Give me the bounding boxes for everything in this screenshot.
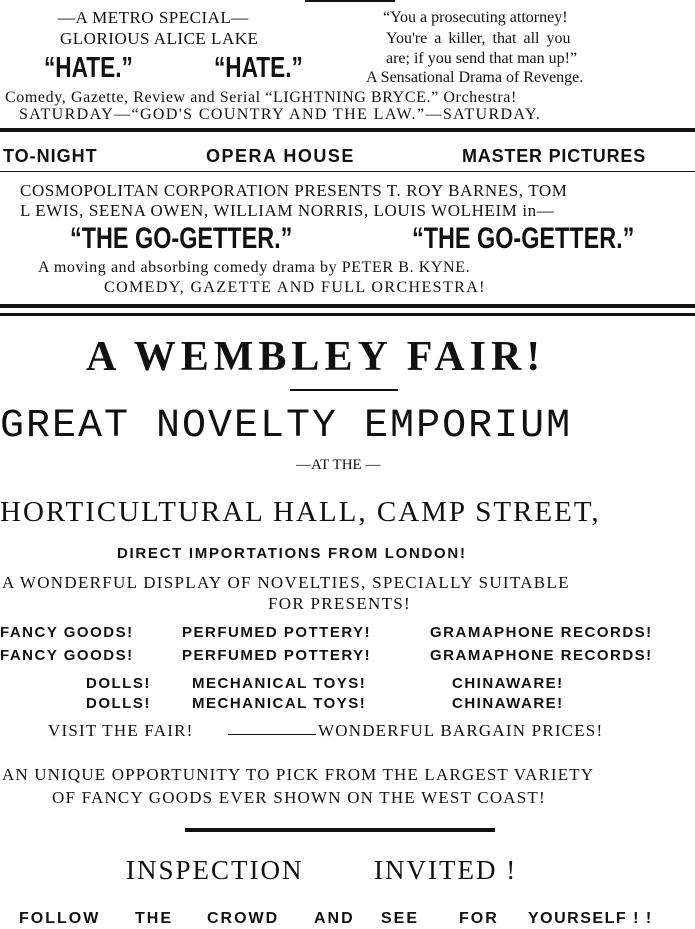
star-name: GLORIOUS ALICE LAKE <box>60 29 259 48</box>
unique-line-2: OF FANCY GOODS EVER SHOWN ON THE WEST COAST! <box>52 788 546 807</box>
cast-line-2: L EWIS, SEENA OWEN, WILLIAM NORRIS, LOUIS WOLHEIM in— <box>20 201 555 220</box>
toys-row-1-item-1: DOLLS! <box>86 675 151 692</box>
follow-word-4: AND <box>314 910 355 927</box>
visit-label: VISIT THE FAIR! <box>48 721 194 740</box>
goods-row-1-item-2: PERFUMED POTTERY! <box>182 624 372 641</box>
toys-row-1-item-2: MECHANICAL TOYS! <box>192 675 367 692</box>
quote-line-3: are; if you send that man up!” <box>386 50 578 67</box>
goods-row-2-item-2: PERFUMED POTTERY! <box>182 647 372 664</box>
tonight-label: TO-NIGHT <box>3 146 98 166</box>
imports-line: DIRECT IMPORTATIONS FROM LONDON! <box>117 545 467 562</box>
bargain-label: WONDERFUL BARGAIN PRICES! <box>318 721 604 740</box>
emporium-heading: GREAT NOVELTY EMPORIUM <box>0 404 573 449</box>
thin-divider <box>0 171 695 172</box>
cast-line-1: COSMOPOLITAN CORPORATION PRESENTS T. ROY BARNES, TOM <box>20 181 568 200</box>
goods-row-2-item-3: GRAMAPHONE RECORDS! <box>430 647 653 664</box>
saturday-line: SATURDAY—“GOD'S COUNTRY AND THE LAW.”—SATURDAY. <box>19 106 542 123</box>
program-line: Comedy, Gazette, Review and Serial “LIGHTNING BRYCE.” Orchestra! <box>5 89 517 106</box>
fair-headline: A WEMBLEY FAIR! <box>86 334 546 380</box>
film-title-hate-1: “HATE.” <box>44 52 133 84</box>
goods-row-1-item-3: GRAMAPHONE RECORDS! <box>430 624 653 641</box>
inspection-label: INSPECTION <box>126 855 304 885</box>
toys-row-1-item-3: CHINAWARE! <box>452 675 564 692</box>
drama-tagline: A Sensational Drama of Revenge. <box>366 69 584 86</box>
at-the-label: —AT THE — <box>296 457 381 473</box>
quote-line-2: You're a killer, that all you <box>386 30 571 47</box>
film-description: A moving and absorbing comedy drama by PETER B. KYNE. <box>38 259 471 276</box>
top-rule <box>305 0 395 2</box>
unique-line-1: AN UNIQUE OPPORTUNITY TO PICK FROM THE LARGEST VARIETY <box>2 765 595 784</box>
quote-line-1: “You a prosecuting attorney! <box>383 9 568 26</box>
toys-row-2-item-2: MECHANICAL TOYS! <box>192 695 367 712</box>
film-extras: COMEDY, GAZETTE AND FULL ORCHESTRA! <box>104 279 486 296</box>
hall-address: HORTICULTURAL HALL, CAMP STREET, <box>0 496 601 528</box>
follow-word-7: YOURSELF ! ! <box>528 910 653 927</box>
goods-row-1-item-1: FANCY GOODS! <box>0 624 134 641</box>
follow-word-2: THE <box>135 910 173 927</box>
toys-row-2-item-3: CHINAWARE! <box>452 695 564 712</box>
invited-label: INVITED ! <box>374 855 518 885</box>
section-divider-1 <box>0 128 695 132</box>
follow-word-1: FOLLOW <box>19 910 101 927</box>
section-divider-2b <box>0 313 695 316</box>
ornamental-rule <box>185 828 495 832</box>
toys-row-2-item-1: DOLLS! <box>86 695 151 712</box>
display-line-2: FOR PRESENTS! <box>268 594 412 613</box>
film-title-hate-2: “HATE.” <box>214 52 303 84</box>
metro-special-label: —A METRO SPECIAL— <box>58 8 249 27</box>
follow-word-3: CROWD <box>207 910 280 927</box>
film-title-go-getter-2: “THE GO-GETTER.” <box>412 222 635 255</box>
brand-label: MASTER PICTURES <box>462 146 647 166</box>
visit-dash <box>228 734 316 735</box>
display-line-1: A WONDERFUL DISPLAY OF NOVELTIES, SPECIALLY SUITABLE <box>2 573 570 592</box>
film-title-go-getter-1: “THE GO-GETTER.” <box>70 222 293 255</box>
venue-label: OPERA HOUSE <box>206 146 355 166</box>
follow-word-5: SEE <box>381 910 420 927</box>
headline-underline <box>290 389 398 391</box>
section-divider-2a <box>0 304 695 308</box>
follow-word-6: FOR <box>459 910 499 927</box>
goods-row-2-item-1: FANCY GOODS! <box>0 647 134 664</box>
